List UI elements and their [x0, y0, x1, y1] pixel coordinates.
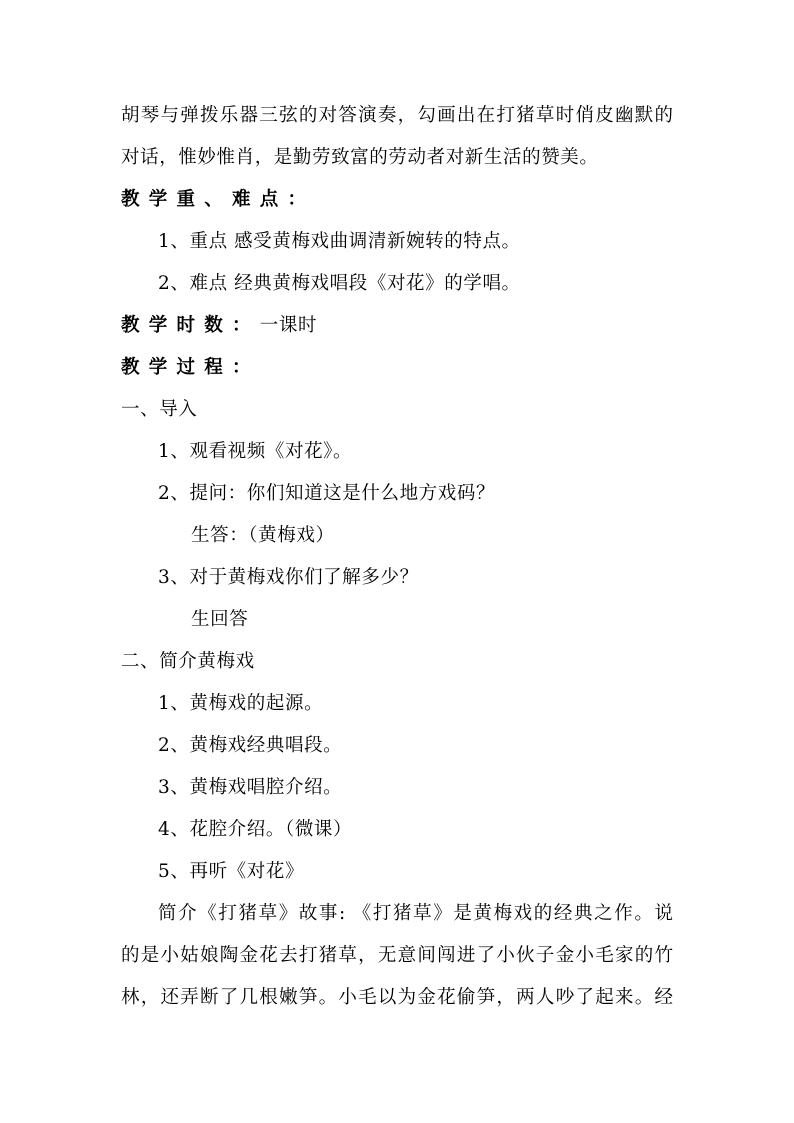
key-points-heading: 教学重、难点：: [121, 189, 316, 210]
list-item: 2、提问：你们知道这是什么地方戏码？: [158, 483, 496, 504]
process-heading: 教学过程：: [121, 357, 260, 378]
paragraph-line: 胡琴与弹拨乐器三弦的对答演奏，勾画出在打猪草时俏皮幽默的: [121, 105, 673, 126]
hours-label: 教学时数：: [121, 315, 260, 336]
list-item: 2、难点 经典黄梅戏唱段《对花》的学唱。: [158, 273, 521, 294]
list-item: 3、对于黄梅戏你们了解多少？: [158, 567, 419, 588]
paragraph-line: 林，还弄断了几根嫩笋。小毛以为金花偷笋，两人吵了起来。经: [121, 987, 673, 1008]
list-item: 3、黄梅戏唱腔介绍。: [158, 777, 343, 798]
section-heading: 一、导入: [121, 399, 198, 420]
answer-line: 生回答: [191, 609, 249, 630]
paragraph-line: 对话，惟妙惟肖，是勤劳致富的劳动者对新生活的赞美。: [121, 147, 599, 168]
paragraph-line: 的是小姑娘陶金花去打猪草，无意间闯进了小伙子金小毛家的竹: [121, 945, 673, 966]
list-item: 1、观看视频《对花》。: [158, 441, 353, 462]
hours-value: 一课时: [259, 315, 318, 336]
list-item: 4、花腔介绍。（微课）: [158, 819, 353, 840]
list-item: 1、黄梅戏的起源。: [158, 693, 324, 714]
list-item: 1、重点 感受黄梅戏曲调清新婉转的特点。: [158, 231, 521, 252]
list-item: 5、再听《对花》: [158, 861, 305, 882]
list-item: 2、黄梅戏经典唱段。: [158, 735, 343, 756]
section-heading: 二、简介黄梅戏: [121, 651, 255, 672]
hours-row: [121, 314, 317, 338]
answer-line: 生答：（黄梅戏）: [191, 525, 335, 546]
paragraph-line: 简介《打猪草》故事: 《打猪草》是黄梅戏的经典之作。说: [158, 903, 673, 924]
